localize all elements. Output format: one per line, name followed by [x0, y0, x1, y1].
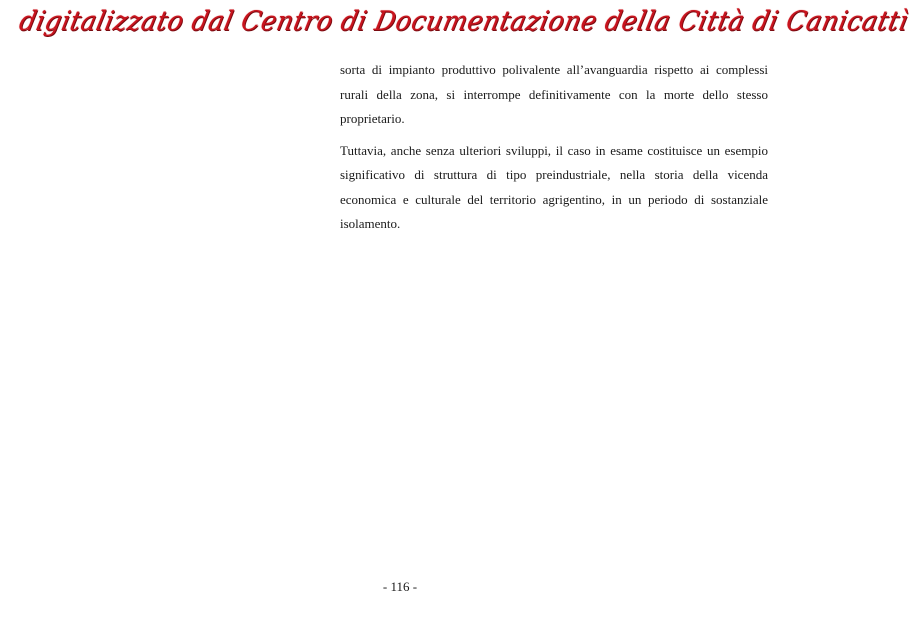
- page-number: - 116 -: [382, 579, 418, 594]
- paragraph: sorta di impianto produttivo polivalente all’avanguardia rispetto ai complessi rurali della zona, si interrompe definitivamente con la morte dello stesso proprietario.: [340, 62, 768, 126]
- body-text: [340, 58, 768, 244]
- digitization-watermark: digitalizzato dal Centro di Documentazione della Città di Canicattì: [16, 6, 912, 37]
- paragraph: Tuttavia, anche senza ulteriori sviluppi, il caso in esame costituisce un esempio significativo di struttura di tipo preindustriale, nella storia della vicenda economica e culturale del territorio agrigentino, in un periodo di sostanziale isolamento.: [340, 142, 768, 231]
